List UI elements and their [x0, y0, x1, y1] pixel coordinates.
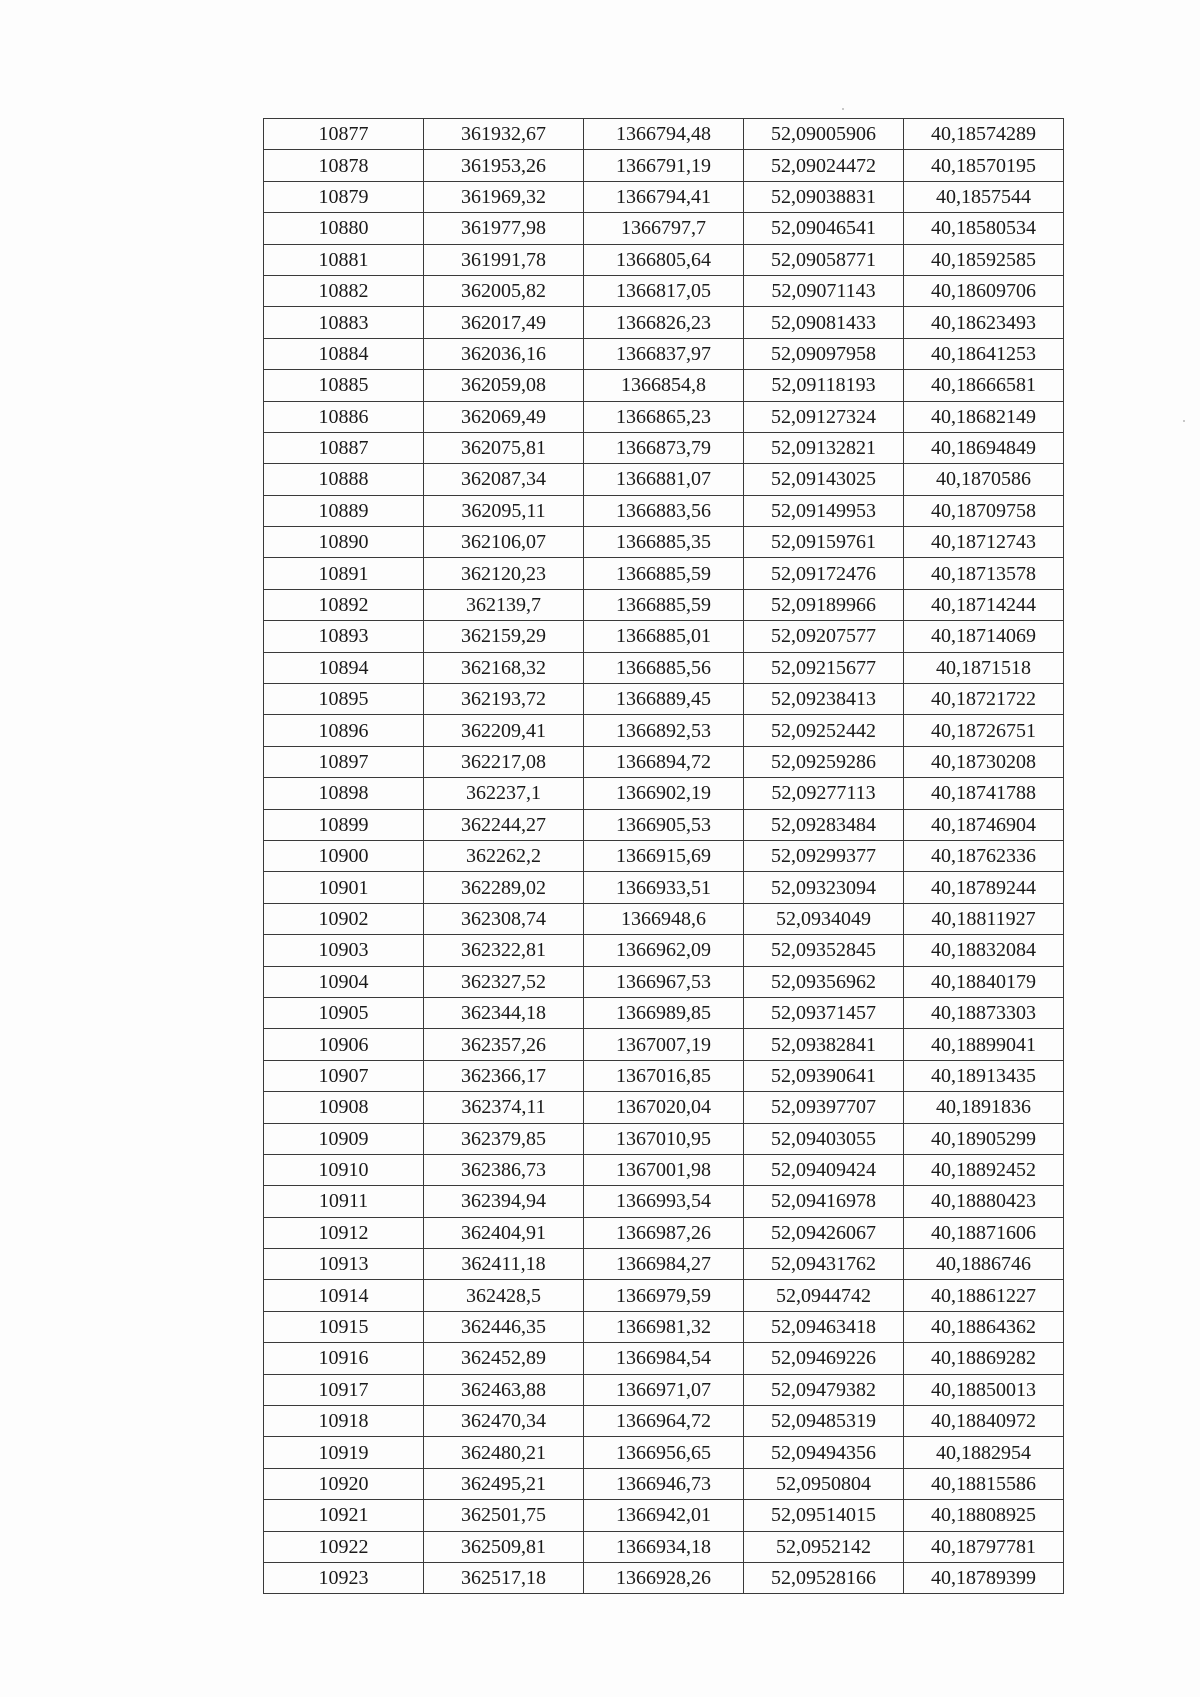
table-row	[264, 1468, 1064, 1499]
latitude-cell: 52,09283484	[744, 809, 904, 840]
table-row	[264, 684, 1064, 715]
point-number-cell: 10913	[264, 1249, 424, 1280]
point-number-cell: 10904	[264, 966, 424, 997]
table-row	[264, 527, 1064, 558]
y-coordinate-cell: 1366942,01	[584, 1500, 744, 1531]
x-coordinate-cell: 362322,81	[424, 935, 584, 966]
point-number-cell: 10883	[264, 307, 424, 338]
x-coordinate-cell: 362517,18	[424, 1562, 584, 1593]
longitude-cell: 40,18609706	[904, 275, 1064, 306]
table-row	[264, 1060, 1064, 1091]
table-row	[264, 244, 1064, 275]
y-coordinate-cell: 1366962,09	[584, 935, 744, 966]
longitude-cell: 40,18840179	[904, 966, 1064, 997]
x-coordinate-cell: 362495,21	[424, 1468, 584, 1499]
longitude-cell: 40,18871606	[904, 1217, 1064, 1248]
latitude-cell: 52,09024472	[744, 150, 904, 181]
latitude-cell: 52,09403055	[744, 1123, 904, 1154]
table-row	[264, 997, 1064, 1028]
latitude-cell: 52,09215677	[744, 652, 904, 683]
longitude-cell: 40,18905299	[904, 1123, 1064, 1154]
x-coordinate-cell: 362075,81	[424, 432, 584, 463]
point-number-cell: 10881	[264, 244, 424, 275]
latitude-cell: 52,09390641	[744, 1060, 904, 1091]
point-number-cell: 10885	[264, 370, 424, 401]
table-row	[264, 1249, 1064, 1280]
point-number-cell: 10889	[264, 495, 424, 526]
table-row	[264, 1437, 1064, 1468]
y-coordinate-cell: 1366805,64	[584, 244, 744, 275]
table-row	[264, 1531, 1064, 1562]
latitude-cell: 52,09143025	[744, 464, 904, 495]
latitude-cell: 52,09277113	[744, 778, 904, 809]
longitude-cell: 40,18714069	[904, 621, 1064, 652]
y-coordinate-cell: 1366981,32	[584, 1311, 744, 1342]
longitude-cell: 40,18832084	[904, 935, 1064, 966]
point-number-cell: 10911	[264, 1186, 424, 1217]
point-number-cell: 10894	[264, 652, 424, 683]
x-coordinate-cell: 362069,49	[424, 401, 584, 432]
table-row	[264, 213, 1064, 244]
latitude-cell: 52,0950804	[744, 1468, 904, 1499]
y-coordinate-cell: 1367007,19	[584, 1029, 744, 1060]
x-coordinate-cell: 361969,32	[424, 181, 584, 212]
latitude-cell: 52,09463418	[744, 1311, 904, 1342]
y-coordinate-cell: 1366881,07	[584, 464, 744, 495]
x-coordinate-cell: 361991,78	[424, 244, 584, 275]
y-coordinate-cell: 1366971,07	[584, 1374, 744, 1405]
y-coordinate-cell: 1366894,72	[584, 746, 744, 777]
point-number-cell: 10919	[264, 1437, 424, 1468]
table-body	[264, 119, 1064, 1594]
latitude-cell: 52,09159761	[744, 527, 904, 558]
longitude-cell: 40,18797781	[904, 1531, 1064, 1562]
y-coordinate-cell: 1366837,97	[584, 338, 744, 369]
table-row	[264, 652, 1064, 683]
point-number-cell: 10902	[264, 903, 424, 934]
x-coordinate-cell: 362289,02	[424, 872, 584, 903]
latitude-cell: 52,0952142	[744, 1531, 904, 1562]
y-coordinate-cell: 1366948,6	[584, 903, 744, 934]
point-number-cell: 10878	[264, 150, 424, 181]
point-number-cell: 10920	[264, 1468, 424, 1499]
latitude-cell: 52,09172476	[744, 558, 904, 589]
x-coordinate-cell: 362452,89	[424, 1343, 584, 1374]
point-number-cell: 10917	[264, 1374, 424, 1405]
x-coordinate-cell: 362404,91	[424, 1217, 584, 1248]
longitude-cell: 40,18840972	[904, 1406, 1064, 1437]
table-row	[264, 840, 1064, 871]
table-row	[264, 1374, 1064, 1405]
x-coordinate-cell: 362217,08	[424, 746, 584, 777]
latitude-cell: 52,09514015	[744, 1500, 904, 1531]
x-coordinate-cell: 362059,08	[424, 370, 584, 401]
longitude-cell: 40,1871518	[904, 652, 1064, 683]
table-row	[264, 715, 1064, 746]
y-coordinate-cell: 1366984,27	[584, 1249, 744, 1280]
longitude-cell: 40,18899041	[904, 1029, 1064, 1060]
x-coordinate-cell: 362308,74	[424, 903, 584, 934]
latitude-cell: 52,09118193	[744, 370, 904, 401]
latitude-cell: 52,09038831	[744, 181, 904, 212]
x-coordinate-cell: 361932,67	[424, 119, 584, 150]
y-coordinate-cell: 1366794,41	[584, 181, 744, 212]
longitude-cell: 40,18815586	[904, 1468, 1064, 1499]
table-row	[264, 966, 1064, 997]
point-number-cell: 10893	[264, 621, 424, 652]
y-coordinate-cell: 1366885,01	[584, 621, 744, 652]
longitude-cell: 40,18712743	[904, 527, 1064, 558]
table-row	[264, 150, 1064, 181]
x-coordinate-cell: 362480,21	[424, 1437, 584, 1468]
longitude-cell: 40,18641253	[904, 338, 1064, 369]
point-number-cell: 10897	[264, 746, 424, 777]
point-number-cell: 10898	[264, 778, 424, 809]
y-coordinate-cell: 1366826,23	[584, 307, 744, 338]
longitude-cell: 40,18714244	[904, 589, 1064, 620]
x-coordinate-cell: 362120,23	[424, 558, 584, 589]
x-coordinate-cell: 361953,26	[424, 150, 584, 181]
scan-speck	[1183, 420, 1185, 422]
longitude-cell: 40,18726751	[904, 715, 1064, 746]
point-number-cell: 10906	[264, 1029, 424, 1060]
y-coordinate-cell: 1366797,7	[584, 213, 744, 244]
y-coordinate-cell: 1366979,59	[584, 1280, 744, 1311]
x-coordinate-cell: 361977,98	[424, 213, 584, 244]
x-coordinate-cell: 362095,11	[424, 495, 584, 526]
latitude-cell: 52,09416978	[744, 1186, 904, 1217]
point-number-cell: 10914	[264, 1280, 424, 1311]
x-coordinate-cell: 362087,34	[424, 464, 584, 495]
y-coordinate-cell: 1366964,72	[584, 1406, 744, 1437]
table-row	[264, 1217, 1064, 1248]
latitude-cell: 52,09132821	[744, 432, 904, 463]
y-coordinate-cell: 1366794,48	[584, 119, 744, 150]
y-coordinate-cell: 1366928,26	[584, 1562, 744, 1593]
x-coordinate-cell: 362379,85	[424, 1123, 584, 1154]
y-coordinate-cell: 1366889,45	[584, 684, 744, 715]
point-number-cell: 10922	[264, 1531, 424, 1562]
longitude-cell: 40,18580534	[904, 213, 1064, 244]
longitude-cell: 40,18592585	[904, 244, 1064, 275]
x-coordinate-cell: 362017,49	[424, 307, 584, 338]
y-coordinate-cell: 1366885,59	[584, 558, 744, 589]
latitude-cell: 52,09005906	[744, 119, 904, 150]
table-row	[264, 307, 1064, 338]
y-coordinate-cell: 1367001,98	[584, 1154, 744, 1185]
longitude-cell: 40,1882954	[904, 1437, 1064, 1468]
longitude-cell: 40,18789244	[904, 872, 1064, 903]
longitude-cell: 40,18721722	[904, 684, 1064, 715]
x-coordinate-cell: 362374,11	[424, 1092, 584, 1123]
table-row	[264, 370, 1064, 401]
longitude-cell: 40,18682149	[904, 401, 1064, 432]
longitude-cell: 40,18746904	[904, 809, 1064, 840]
x-coordinate-cell: 362209,41	[424, 715, 584, 746]
y-coordinate-cell: 1366883,56	[584, 495, 744, 526]
point-number-cell: 10923	[264, 1562, 424, 1593]
table-row	[264, 338, 1064, 369]
longitude-cell: 40,18741788	[904, 778, 1064, 809]
y-coordinate-cell: 1366967,53	[584, 966, 744, 997]
x-coordinate-cell: 362366,17	[424, 1060, 584, 1091]
point-number-cell: 10895	[264, 684, 424, 715]
latitude-cell: 52,09081433	[744, 307, 904, 338]
longitude-cell: 40,18861227	[904, 1280, 1064, 1311]
y-coordinate-cell: 1366934,18	[584, 1531, 744, 1562]
x-coordinate-cell: 362237,1	[424, 778, 584, 809]
latitude-cell: 52,09058771	[744, 244, 904, 275]
latitude-cell: 52,09189966	[744, 589, 904, 620]
table-row	[264, 1500, 1064, 1531]
longitude-cell: 40,18666581	[904, 370, 1064, 401]
point-number-cell: 10888	[264, 464, 424, 495]
longitude-cell: 40,18913435	[904, 1060, 1064, 1091]
point-number-cell: 10905	[264, 997, 424, 1028]
table-row	[264, 464, 1064, 495]
table-row	[264, 119, 1064, 150]
latitude-cell: 52,09149953	[744, 495, 904, 526]
table-row	[264, 1311, 1064, 1342]
point-number-cell: 10918	[264, 1406, 424, 1437]
point-number-cell: 10908	[264, 1092, 424, 1123]
longitude-cell: 40,18574289	[904, 119, 1064, 150]
x-coordinate-cell: 362428,5	[424, 1280, 584, 1311]
latitude-cell: 52,09409424	[744, 1154, 904, 1185]
point-number-cell: 10892	[264, 589, 424, 620]
x-coordinate-cell: 362106,07	[424, 527, 584, 558]
latitude-cell: 52,09382841	[744, 1029, 904, 1060]
y-coordinate-cell: 1367010,95	[584, 1123, 744, 1154]
longitude-cell: 40,18850013	[904, 1374, 1064, 1405]
point-number-cell: 10877	[264, 119, 424, 150]
point-number-cell: 10916	[264, 1343, 424, 1374]
table-row	[264, 1123, 1064, 1154]
longitude-cell: 40,18869282	[904, 1343, 1064, 1374]
y-coordinate-cell: 1366989,85	[584, 997, 744, 1028]
point-number-cell: 10887	[264, 432, 424, 463]
table-row	[264, 432, 1064, 463]
table-row	[264, 1343, 1064, 1374]
longitude-cell: 40,18623493	[904, 307, 1064, 338]
table-row	[264, 1406, 1064, 1437]
x-coordinate-cell: 362386,73	[424, 1154, 584, 1185]
point-number-cell: 10890	[264, 527, 424, 558]
latitude-cell: 52,09397707	[744, 1092, 904, 1123]
y-coordinate-cell: 1366892,53	[584, 715, 744, 746]
y-coordinate-cell: 1366854,8	[584, 370, 744, 401]
longitude-cell: 40,18892452	[904, 1154, 1064, 1185]
y-coordinate-cell: 1366885,35	[584, 527, 744, 558]
latitude-cell: 52,09207577	[744, 621, 904, 652]
table-row	[264, 181, 1064, 212]
y-coordinate-cell: 1366865,23	[584, 401, 744, 432]
latitude-cell: 52,09323094	[744, 872, 904, 903]
x-coordinate-cell: 362411,18	[424, 1249, 584, 1280]
x-coordinate-cell: 362193,72	[424, 684, 584, 715]
table-row	[264, 1280, 1064, 1311]
x-coordinate-cell: 362463,88	[424, 1374, 584, 1405]
point-number-cell: 10907	[264, 1060, 424, 1091]
point-number-cell: 10896	[264, 715, 424, 746]
y-coordinate-cell: 1366873,79	[584, 432, 744, 463]
x-coordinate-cell: 362446,35	[424, 1311, 584, 1342]
point-number-cell: 10912	[264, 1217, 424, 1248]
point-number-cell: 10903	[264, 935, 424, 966]
table-row	[264, 589, 1064, 620]
table-row	[264, 1154, 1064, 1185]
table-row	[264, 809, 1064, 840]
point-number-cell: 10910	[264, 1154, 424, 1185]
table-row	[264, 746, 1064, 777]
y-coordinate-cell: 1366993,54	[584, 1186, 744, 1217]
y-coordinate-cell: 1366984,54	[584, 1343, 744, 1374]
latitude-cell: 52,09479382	[744, 1374, 904, 1405]
x-coordinate-cell: 362501,75	[424, 1500, 584, 1531]
point-number-cell: 10880	[264, 213, 424, 244]
y-coordinate-cell: 1367016,85	[584, 1060, 744, 1091]
table-row	[264, 903, 1064, 934]
latitude-cell: 52,09469226	[744, 1343, 904, 1374]
latitude-cell: 52,09352845	[744, 935, 904, 966]
y-coordinate-cell: 1366933,51	[584, 872, 744, 903]
x-coordinate-cell: 362357,26	[424, 1029, 584, 1060]
x-coordinate-cell: 362327,52	[424, 966, 584, 997]
x-coordinate-cell: 362159,29	[424, 621, 584, 652]
y-coordinate-cell: 1366791,19	[584, 150, 744, 181]
point-number-cell: 10884	[264, 338, 424, 369]
table-row	[264, 778, 1064, 809]
y-coordinate-cell: 1366956,65	[584, 1437, 744, 1468]
x-coordinate-cell: 362168,32	[424, 652, 584, 683]
coordinate-table	[263, 118, 1064, 1594]
point-number-cell: 10899	[264, 809, 424, 840]
y-coordinate-cell: 1366905,53	[584, 809, 744, 840]
longitude-cell: 40,18570195	[904, 150, 1064, 181]
longitude-cell: 40,1870586	[904, 464, 1064, 495]
latitude-cell: 52,09252442	[744, 715, 904, 746]
longitude-cell: 40,18730208	[904, 746, 1064, 777]
longitude-cell: 40,18713578	[904, 558, 1064, 589]
table-row	[264, 401, 1064, 432]
latitude-cell: 52,09494356	[744, 1437, 904, 1468]
point-number-cell: 10921	[264, 1500, 424, 1531]
latitude-cell: 52,09299377	[744, 840, 904, 871]
x-coordinate-cell: 362244,27	[424, 809, 584, 840]
latitude-cell: 52,09097958	[744, 338, 904, 369]
y-coordinate-cell: 1366817,05	[584, 275, 744, 306]
table-row	[264, 495, 1064, 526]
y-coordinate-cell: 1366915,69	[584, 840, 744, 871]
x-coordinate-cell: 362036,16	[424, 338, 584, 369]
longitude-cell: 40,18808925	[904, 1500, 1064, 1531]
latitude-cell: 52,09259286	[744, 746, 904, 777]
longitude-cell: 40,18811927	[904, 903, 1064, 934]
latitude-cell: 52,0934049	[744, 903, 904, 934]
latitude-cell: 52,09485319	[744, 1406, 904, 1437]
x-coordinate-cell: 362509,81	[424, 1531, 584, 1562]
longitude-cell: 40,1891836	[904, 1092, 1064, 1123]
table-row	[264, 1186, 1064, 1217]
point-number-cell: 10915	[264, 1311, 424, 1342]
x-coordinate-cell: 362262,2	[424, 840, 584, 871]
y-coordinate-cell: 1366946,73	[584, 1468, 744, 1499]
latitude-cell: 52,09431762	[744, 1249, 904, 1280]
latitude-cell: 52,09238413	[744, 684, 904, 715]
latitude-cell: 52,09356962	[744, 966, 904, 997]
table-row	[264, 872, 1064, 903]
point-number-cell: 10891	[264, 558, 424, 589]
point-number-cell: 10882	[264, 275, 424, 306]
table-row	[264, 1029, 1064, 1060]
latitude-cell: 52,0944742	[744, 1280, 904, 1311]
scan-speck	[842, 108, 844, 110]
x-coordinate-cell: 362344,18	[424, 997, 584, 1028]
table-row	[264, 621, 1064, 652]
table-row	[264, 1562, 1064, 1593]
y-coordinate-cell: 1366902,19	[584, 778, 744, 809]
longitude-cell: 40,18873303	[904, 997, 1064, 1028]
point-number-cell: 10879	[264, 181, 424, 212]
longitude-cell: 40,18709758	[904, 495, 1064, 526]
longitude-cell: 40,1857544	[904, 181, 1064, 212]
longitude-cell: 40,18762336	[904, 840, 1064, 871]
table-row	[264, 1092, 1064, 1123]
latitude-cell: 52,09127324	[744, 401, 904, 432]
latitude-cell: 52,09528166	[744, 1562, 904, 1593]
latitude-cell: 52,09071143	[744, 275, 904, 306]
table-row	[264, 935, 1064, 966]
latitude-cell: 52,09426067	[744, 1217, 904, 1248]
longitude-cell: 40,18864362	[904, 1311, 1064, 1342]
point-number-cell: 10909	[264, 1123, 424, 1154]
x-coordinate-cell: 362470,34	[424, 1406, 584, 1437]
longitude-cell: 40,1886746	[904, 1249, 1064, 1280]
y-coordinate-cell: 1367020,04	[584, 1092, 744, 1123]
x-coordinate-cell: 362139,7	[424, 589, 584, 620]
table-row	[264, 275, 1064, 306]
y-coordinate-cell: 1366987,26	[584, 1217, 744, 1248]
longitude-cell: 40,18694849	[904, 432, 1064, 463]
x-coordinate-cell: 362394,94	[424, 1186, 584, 1217]
latitude-cell: 52,09046541	[744, 213, 904, 244]
latitude-cell: 52,09371457	[744, 997, 904, 1028]
point-number-cell: 10900	[264, 840, 424, 871]
point-number-cell: 10901	[264, 872, 424, 903]
longitude-cell: 40,18789399	[904, 1562, 1064, 1593]
table-row	[264, 558, 1064, 589]
longitude-cell: 40,18880423	[904, 1186, 1064, 1217]
point-number-cell: 10886	[264, 401, 424, 432]
x-coordinate-cell: 362005,82	[424, 275, 584, 306]
y-coordinate-cell: 1366885,56	[584, 652, 744, 683]
y-coordinate-cell: 1366885,59	[584, 589, 744, 620]
